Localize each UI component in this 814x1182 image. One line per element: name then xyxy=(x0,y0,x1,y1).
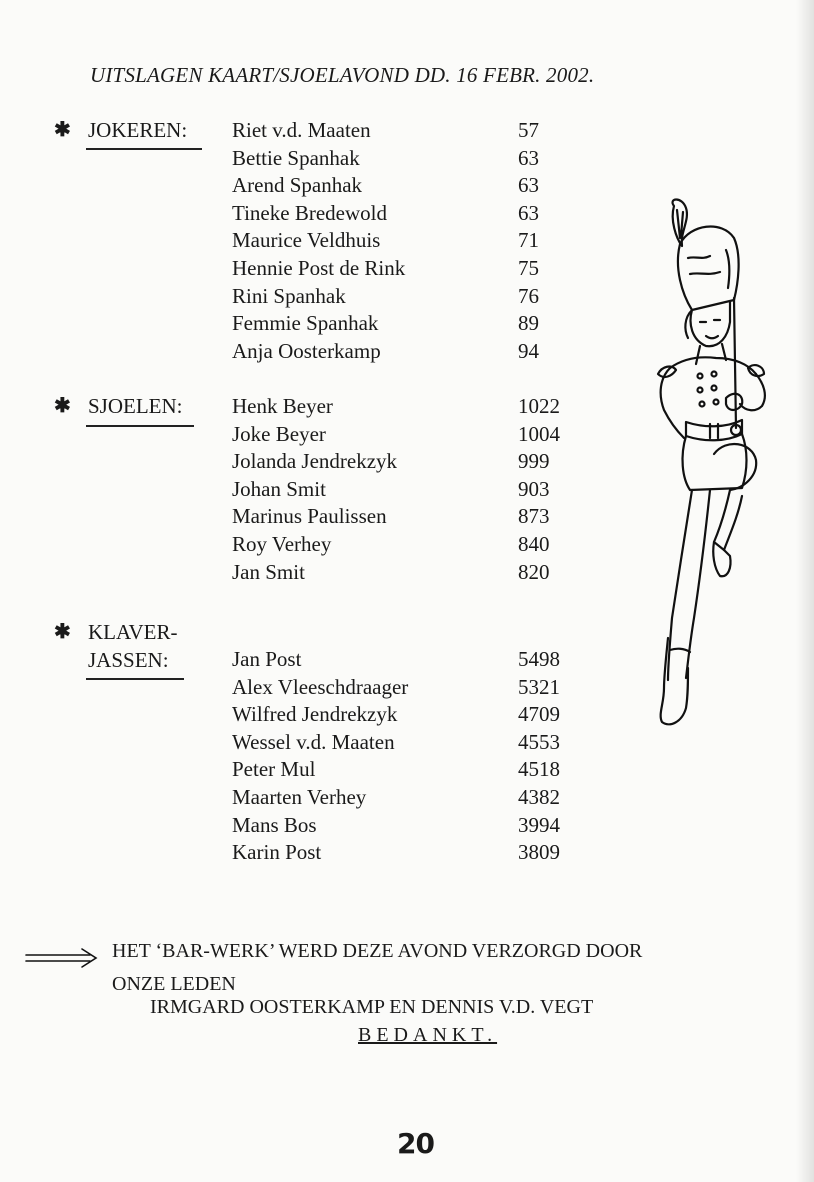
results-list xyxy=(232,646,592,867)
footer-line: IRMGARD OOSTERKAMP EN DENNIS V.D. VEGT xyxy=(150,996,594,1018)
section-label-line2: JASSEN: xyxy=(88,648,169,672)
player-score: 76 xyxy=(518,283,539,308)
player-score: 873 xyxy=(518,504,550,529)
section-underline xyxy=(86,425,194,427)
list-item xyxy=(232,729,592,757)
results-list xyxy=(232,117,592,365)
player-name: Anja Oosterkamp xyxy=(232,338,381,363)
player-score: 999 xyxy=(518,449,550,474)
player-name: Alex Vleeschdraager xyxy=(232,674,409,699)
player-name: Karin Post xyxy=(232,840,322,865)
player-name: Marinus Paulissen xyxy=(232,504,387,529)
list-item xyxy=(232,674,592,702)
list-item xyxy=(232,839,592,867)
footer-line: ONZE LEDEN xyxy=(112,973,236,995)
page-number: 20 xyxy=(397,1127,434,1160)
asterisk-icon: ✱ xyxy=(54,621,71,643)
player-name: Jan Post xyxy=(232,647,302,671)
player-score: 4553 xyxy=(518,729,560,754)
player-score: 820 xyxy=(518,559,550,584)
player-score: 5321 xyxy=(518,674,560,699)
list-item xyxy=(232,145,592,173)
player-score: 3809 xyxy=(518,840,560,865)
list-item xyxy=(232,531,592,559)
list-item xyxy=(232,172,592,200)
player-name: Maarten Verhey xyxy=(232,784,367,809)
list-item xyxy=(232,646,592,674)
list-item xyxy=(232,393,592,421)
section-label: SJOELEN: xyxy=(88,394,183,418)
right-arrow-icon xyxy=(24,946,99,970)
player-score: 1022 xyxy=(518,394,560,418)
player-score: 57 xyxy=(518,118,539,142)
thanks-text: BEDANKT. xyxy=(358,1024,498,1046)
list-item xyxy=(232,559,592,587)
results-list xyxy=(232,393,592,586)
section-underline xyxy=(86,678,184,680)
player-name: Roy Verhey xyxy=(232,531,332,556)
player-score: 75 xyxy=(518,255,539,280)
player-score: 840 xyxy=(518,531,550,556)
player-score: 71 xyxy=(518,228,539,253)
player-score: 5498 xyxy=(518,647,560,671)
footer-line: HET ‘BAR-WERK’ WERD DEZE AVOND VERZORGD DOOR xyxy=(112,940,643,962)
player-score: 4709 xyxy=(518,702,560,727)
player-name: Maurice Veldhuis xyxy=(232,228,381,253)
player-name: Femmie Spanhak xyxy=(232,311,379,336)
list-item xyxy=(232,812,592,840)
list-item xyxy=(232,283,592,311)
player-name: Bettie Spanhak xyxy=(232,145,360,170)
player-name: Peter Mul xyxy=(232,757,316,782)
player-score: 3994 xyxy=(518,812,560,837)
list-item xyxy=(232,310,592,338)
list-item xyxy=(232,117,592,145)
player-name: Rini Spanhak xyxy=(232,283,346,308)
list-item xyxy=(232,476,592,504)
player-score: 1004 xyxy=(518,421,560,446)
player-score: 903 xyxy=(518,476,550,501)
player-name: Hennie Post de Rink xyxy=(232,255,406,280)
player-name: Joke Beyer xyxy=(232,421,326,446)
player-score: 63 xyxy=(518,200,539,225)
list-item xyxy=(232,784,592,812)
player-score: 94 xyxy=(518,338,539,363)
asterisk-icon: ✱ xyxy=(54,395,71,417)
player-name: Johan Smit xyxy=(232,476,326,501)
player-name: Wessel v.d. Maaten xyxy=(232,729,395,754)
list-item xyxy=(232,200,592,228)
page-title: UITSLAGEN KAART/SJOELAVOND DD. 16 FEBR. 2002. xyxy=(90,63,595,87)
player-name: Tineke Bredewold xyxy=(232,200,387,225)
player-score: 4382 xyxy=(518,784,560,809)
player-score: 89 xyxy=(518,311,539,336)
list-item xyxy=(232,448,592,476)
section-underline xyxy=(86,148,202,150)
player-name: Arend Spanhak xyxy=(232,173,363,198)
page-edge-shadow xyxy=(796,0,814,1182)
majorette-illustration xyxy=(630,198,770,733)
player-name: Jan Smit xyxy=(232,559,305,584)
list-item xyxy=(232,503,592,531)
player-name: Riet v.d. Maaten xyxy=(232,118,371,142)
list-item xyxy=(232,756,592,784)
player-name: Henk Beyer xyxy=(232,394,333,418)
player-score: 4518 xyxy=(518,757,560,782)
player-score: 63 xyxy=(518,173,539,198)
list-item xyxy=(232,421,592,449)
list-item xyxy=(232,227,592,255)
section-label: JOKEREN: xyxy=(88,118,188,142)
player-name: Jolanda Jendrekzyk xyxy=(232,449,398,474)
asterisk-icon: ✱ xyxy=(54,119,71,141)
section-label-line1: KLAVER- xyxy=(88,620,178,644)
list-item xyxy=(232,255,592,283)
list-item xyxy=(232,701,592,729)
player-name: Wilfred Jendrekzyk xyxy=(232,702,398,727)
player-score: 63 xyxy=(518,145,539,170)
list-item xyxy=(232,338,592,366)
player-name: Mans Bos xyxy=(232,812,317,837)
